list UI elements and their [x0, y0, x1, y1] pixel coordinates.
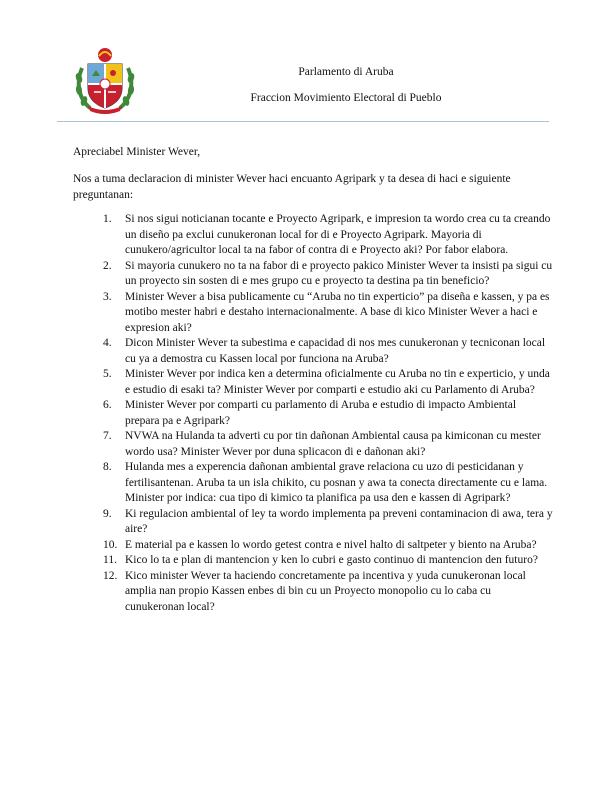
question-number: 6. [103, 399, 112, 411]
intro-paragraph: Nos a tuma declaracion di minister Wever haci encuanto Agripark y ta desea di haci e siguiente preguntanan: [73, 173, 511, 201]
question-number: 2. [103, 259, 112, 272]
list-item [73, 569, 553, 616]
question-text: Kico minister Wever ta haciendo concretamente pa incentiva y yuda cunukeronan local amplia nan propio Kassen enbes di bin cu un Proyecto monopolio cu lo caba cu cunukeronan local? [125, 569, 526, 613]
faction-name: Fraccion Movimiento Electoral di Pueblo [250, 92, 442, 104]
question-text: NVWA na Hulanda ta adverti cu por tin dañonan Ambiental causa pa kimiconan cu mester wordo usa? Minister Wever por duna splicacon di e dañonan aki? [125, 430, 541, 458]
question-number: 9. [103, 507, 112, 520]
list-item [73, 367, 553, 398]
salutation: Apreciabel Minister Wever, [73, 146, 201, 158]
list-item [73, 507, 553, 538]
question-number: 1. [103, 213, 112, 225]
question-text: Hulanda mes a experencia dañonan ambiental grave relaciona cu uzo di pesticidanan y fertilisantenan. Aruba ta un isla chikito, cu posnan y awa ta conecta directamente cu e lama. Minister por indica: cua tipo di kimico ta planifica pa usa den e kassen di Agripark? [125, 461, 548, 504]
question-text: Minister Wever por comparti cu parlamento di Aruba e estudio di impacto Ambiental prepara pa e Agripark? [125, 399, 517, 427]
question-number: 8. [103, 461, 112, 473]
list-item [73, 460, 553, 507]
question-number: 4. [103, 337, 112, 349]
question-number: 10. [103, 538, 118, 551]
question-text: Ki regulacion ambiental of ley ta wordo implementa pa preveni contaminacion di awa, tera y aire? [125, 507, 553, 535]
list-item [73, 538, 553, 554]
question-text: Kico lo ta e plan di mantencion y ken lo cubri e gasto continuo di mantencion den futuro? [125, 554, 538, 566]
question-number: 12. [103, 569, 118, 582]
parliament-name: Parlamento di Aruba [298, 66, 394, 78]
question-text: E material pa e kassen lo wordo getest contra e nivel halto di saltpeter y biento na Aruba? [125, 538, 537, 551]
question-text: Si mayoria cunukero no ta na fabor di e proyecto pakico Minister Wever ta insisti pa sigui cu un proyecto sin sosten di e mes grupo cu e proyecto ta destina pa tin beneficio? [125, 259, 553, 287]
list-item [73, 259, 553, 290]
question-text: Dicon Minister Wever ta subestima e capacidad di nos mes cunukeronan y tecniconan local cu ya a demostra cu Kassen local por funciona na Aruba? [125, 337, 546, 365]
list-item [73, 553, 553, 569]
list-item [73, 290, 553, 337]
question-text: Si nos sigui noticianan tocante e Proyecto Agripark, e impresion ta wordo crea cu ta creando un diseño pa exclui cunukeronan local for di e Proyecto Agripark. Mayoria di cunukero/agricultor local ta na fabor of contra di e Proyecto aki? Por fabor elabora. [125, 213, 551, 256]
question-list [73, 212, 553, 615]
list-item [73, 398, 553, 429]
question-number: 7. [103, 430, 112, 442]
question-number: 5. [103, 368, 112, 380]
question-number: 11. [103, 554, 117, 566]
question-text: Minister Wever por indica ken a determina oficialmente cu Aruba no tin e experticio, y unda e estudio di esaki ta? Minister Wever por comparti e estudio aki cu Parlamento di Aruba? [125, 368, 550, 396]
list-item [73, 336, 553, 367]
header-divider [57, 121, 549, 122]
question-text: Minister Wever a bisa publicamente cu “Aruba no tin experticio” pa diseña e kassen, y pa es motibo mester habri e destaho internacionalmente. A base di kico Minister Wever a haci e expresion aki? [125, 290, 550, 334]
question-number: 3. [103, 290, 112, 303]
list-item [73, 212, 553, 259]
list-item [73, 429, 553, 460]
